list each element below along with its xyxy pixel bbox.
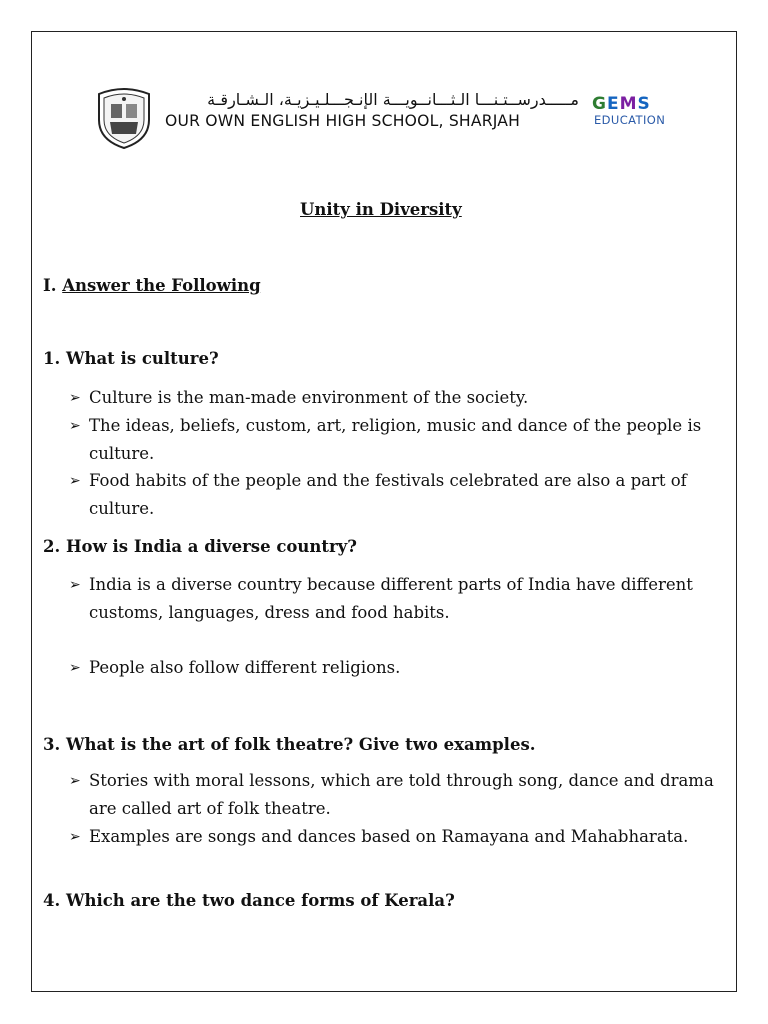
arrow-bullet-icon: ➢ xyxy=(69,829,81,845)
answer-item xyxy=(69,654,729,682)
school-name-arabic: مـــــدرســتـنـــا الـثـــانــويـــة الإنـجـــلـيـزيـة، الـشـارقـة xyxy=(207,90,579,109)
arrow-bullet-icon: ➢ xyxy=(69,773,81,789)
answer-item xyxy=(69,384,729,412)
answer-item xyxy=(69,767,729,823)
section-label: Answer the Following xyxy=(62,276,261,295)
arrow-bullet-icon: ➢ xyxy=(69,418,81,434)
arrow-bullet-icon: ➢ xyxy=(69,390,81,406)
school-crest-logo xyxy=(93,86,155,150)
answer-item xyxy=(69,412,729,468)
title-text: Unity in Diversity xyxy=(300,200,462,219)
answer-text: Stories with moral lessons, which are told through song, dance and drama are called art of folk theatre. xyxy=(89,771,714,818)
answer-text: People also follow different religions. xyxy=(89,658,401,677)
section-number: I. xyxy=(43,276,57,295)
arrow-bullet-icon: ➢ xyxy=(69,660,81,676)
section-heading xyxy=(43,276,261,295)
answer-item xyxy=(69,571,729,627)
school-name-english: OUR OWN ENGLISH HIGH SCHOOL, SHARJAH xyxy=(165,112,521,130)
answer-text: India is a diverse country because different parts of India have different customs, languages, dress and food habits. xyxy=(89,575,693,622)
answer-text: Culture is the man-made environment of the society. xyxy=(89,388,529,407)
answer-text: Food habits of the people and the festivals celebrated are also a part of culture. xyxy=(89,471,687,518)
question-3: 3. What is the art of folk theatre? Give two examples. xyxy=(43,735,536,754)
question-4: 4. Which are the two dance forms of Kerala? xyxy=(43,891,455,910)
arrow-bullet-icon: ➢ xyxy=(69,473,81,489)
gems-education-label: EDUCATION xyxy=(594,113,666,127)
question-2: 2. How is India a diverse country? xyxy=(43,537,357,556)
gems-logo: GEMS xyxy=(592,94,651,114)
answer-item xyxy=(69,467,729,523)
question-1: 1. What is culture? xyxy=(43,349,219,368)
answer-text: The ideas, beliefs, custom, art, religion, music and dance of the people is culture. xyxy=(89,416,702,463)
answer-item xyxy=(69,823,729,851)
answer-text: Examples are songs and dances based on Ramayana and Mahabharata. xyxy=(89,827,689,846)
arrow-bullet-icon: ➢ xyxy=(69,577,81,593)
